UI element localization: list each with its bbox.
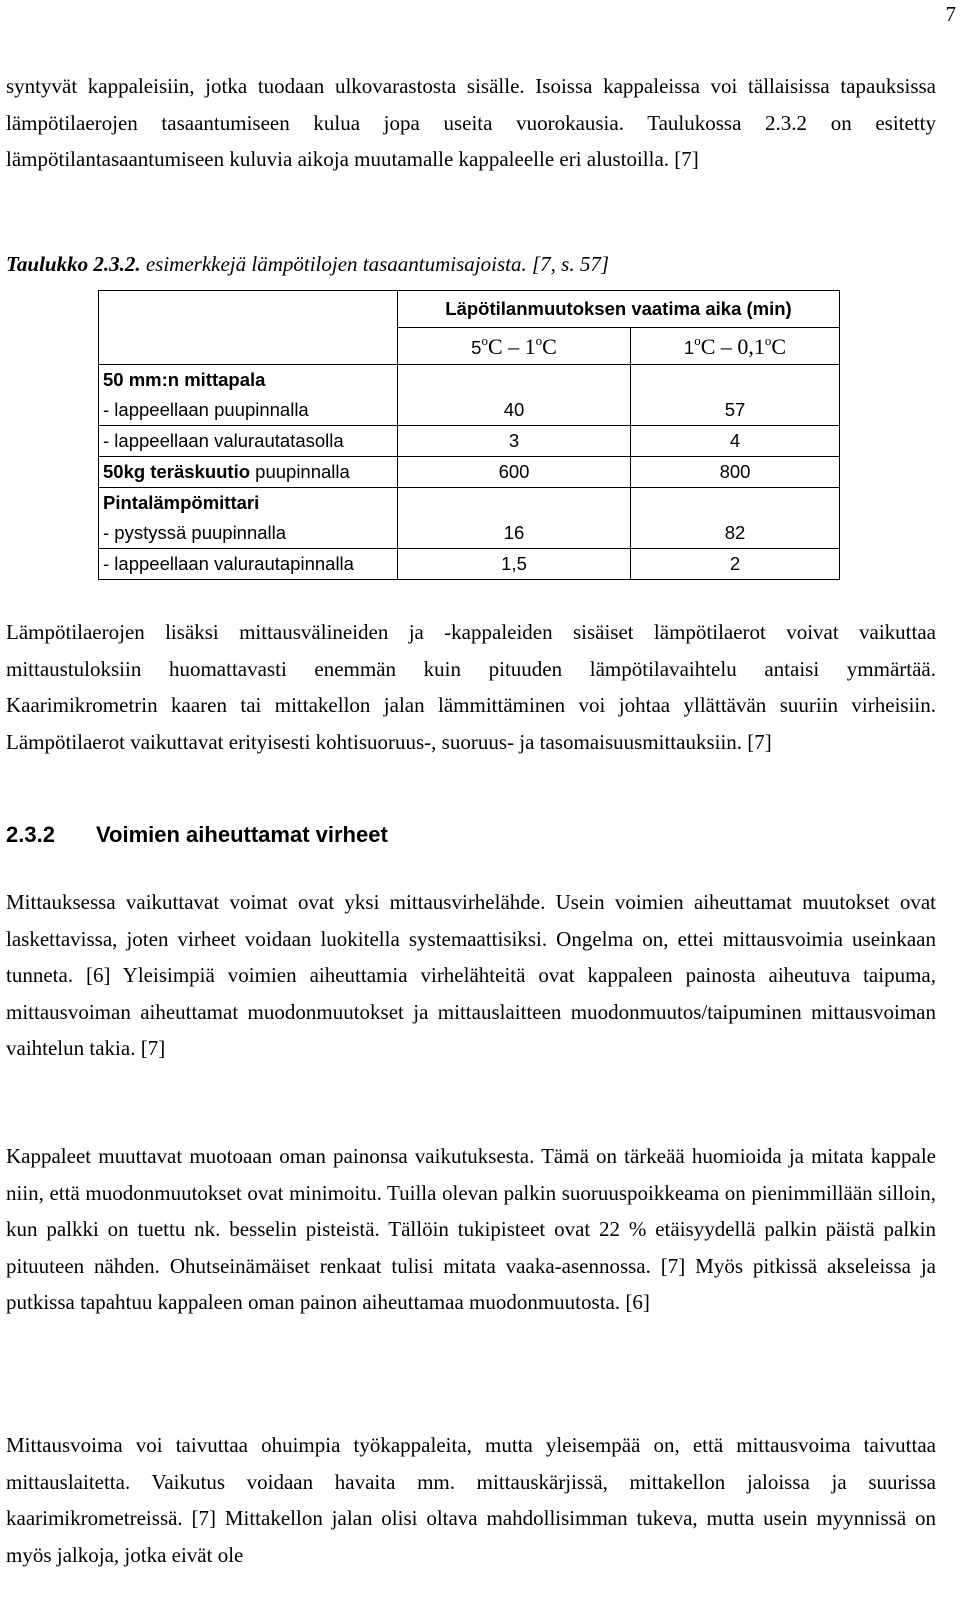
table-row-label: - lappeellaan valurautatasolla	[99, 426, 398, 457]
table-cell-value: 57	[631, 395, 840, 426]
table-cell	[398, 365, 631, 396]
paragraph: Mittauksessa vaikuttavat voimat ovat yksi mittausvirhelähde. Usein voimien aiheuttamat muutokset ovat laskettavissa, joten virheet voidaan luokitella systemaattisiksi. Ongelma on, ettei mittausvoimia useinkaan tunneta. [6] Yleisimpiä voimien aiheuttamia virhelähteitä ovat kappaleen painosta aiheutuva taipuma, mittausvoiman aiheuttamat muodonmuutokset ja mittauslaitteen muodonmuutos/taipuminen mittausvoiman vaihtelun takia. [7]	[6, 890, 936, 1060]
table-caption	[6, 252, 609, 277]
table-cell-value: 600	[398, 457, 631, 488]
table-cell-value: 82	[631, 518, 840, 549]
table-cell	[398, 488, 631, 519]
table-group-label: Pintalämpömittari	[99, 488, 398, 519]
table-caption-text: esimerkkejä lämpötilojen tasaantumisajoista. [7, s. 57]	[145, 252, 609, 276]
table-cell-value: 3	[398, 426, 631, 457]
paragraph: Mittausvoima voi taivuttaa ohuimpia työkappaleita, mutta yleisempää on, että mittausvoima taivuttaa mittauslaitetta. Vaikutus voidaan havaita mm. mittauskärjissä, mittakellon jaloissa ja suurissa kaarimikrometreissä. [7] Mittakellon jalan olisi oltava mahdollisimman tukeva, mutta usein myynnissä on myös jalkoja, jotka eivät ole	[6, 1433, 936, 1567]
paragraph: syntyvät kappaleisiin, jotka tuodaan ulkovarastosta sisälle. Isoissa kappaleissa voi tällaisissa tapauksissa lämpötilaerojen tasaantumiseen kulua jopa useita vuorokausia. Taulukossa 2.3.2 on esitetty lämpötilantasaantumiseen kuluvia aikoja muutamalle kappaleelle eri alustoilla. [7]	[6, 74, 936, 171]
table-corner-cell	[99, 291, 398, 328]
table-caption-number: Taulukko 2.3.2.	[6, 252, 141, 276]
table-cell-value: 2	[631, 549, 840, 580]
table-cell-value: 1,5	[398, 549, 631, 580]
section-number: 2.3.2	[6, 822, 55, 847]
temperature-table	[98, 290, 840, 580]
table-row-label: - lappeellaan valurautapinnalla	[99, 549, 398, 580]
table-cell	[631, 488, 840, 519]
table-corner-cell	[99, 328, 398, 365]
table-header-col1: 5$^o$C – 1$^o$C	[398, 328, 631, 365]
table-header-col2: 1$^o$C – 0,1$^o$C	[631, 328, 840, 365]
table-row-label: - pystyssä puupinnalla	[99, 518, 398, 549]
table-cell-value: 4	[631, 426, 840, 457]
page-number: 7	[945, 2, 956, 26]
table-cell-value: 800	[631, 457, 840, 488]
table-group-label: 50 mm:n mittapala	[99, 365, 398, 396]
section-title: Voimien aiheuttamat virheet	[96, 822, 388, 847]
paragraph: Kappaleet muuttavat muotoaan oman painonsa vaikutuksesta. Tämä on tärkeää huomioida ja mitata kappale niin, että muodonmuutokset ovat minimoitu. Tuilla olevan palkin suoruuspoikkeama on pienimmillään silloin, kun palkki on tuettu nk. besselin pisteistä. Tällöin tukipisteet ovat 22 % etäisyydellä palkin päistä palkin pituuteen nähden. Ohutseinämäiset renkaat tulisi mitata vaaka-asennossa. [7] Myös pitkissä akseleissa ja putkissa tapahtuu kappaleen oman painon aiheuttamaa muodonmuutosta. [6]	[6, 1144, 936, 1314]
paragraph: Lämpötilaerojen lisäksi mittausvälineiden ja -kappaleiden sisäiset lämpötilaerot voivat vaikuttaa mittaustuloksiin huomattavasti enemmän kuin pituuden lämpötilavaihtelu antaisi ymmärtää. Kaarimikrometrin kaaren tai mittakellon jalan lämmittäminen voi johtaa yllättävän suuriin virheisiin. Lämpötilaerot vaikuttavat erityisesti kohtisuoruus-, suoruus- ja tasomaisuusmittauksiin. [7]	[6, 620, 936, 754]
section-heading	[6, 822, 388, 848]
table-cell-value: 40	[398, 395, 631, 426]
table-cell	[631, 365, 840, 396]
table-row-label: 50kg teräskuutio puupinnalla	[99, 457, 398, 488]
table-cell-value: 16	[398, 518, 631, 549]
table-header-main: Läpötilanmuutoksen vaatima aika (min)	[398, 291, 840, 328]
table-row-label: - lappeellaan puupinnalla	[99, 395, 398, 426]
